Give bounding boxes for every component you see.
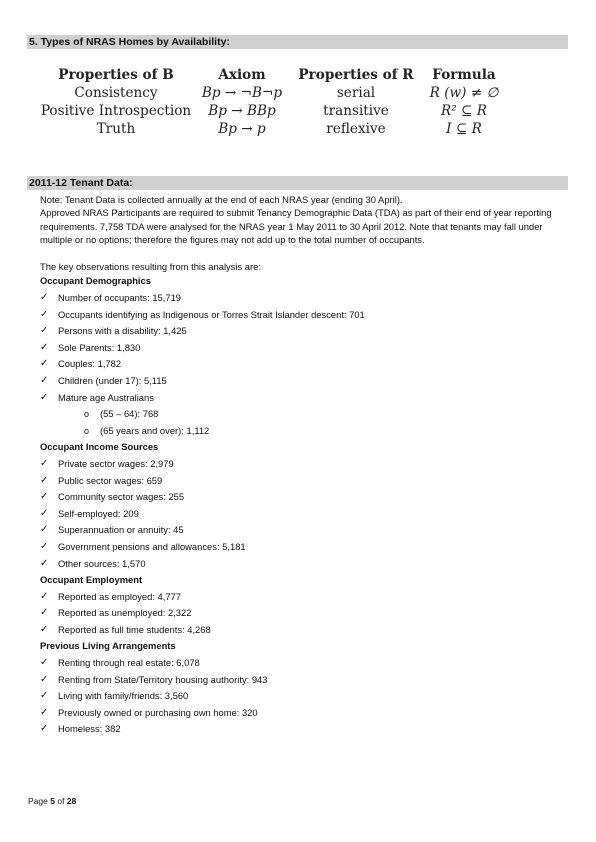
list-item	[40, 655, 560, 672]
list-item-text: Sole Parents: 1,830	[58, 341, 141, 353]
checkmark-icon: ✓	[40, 292, 49, 304]
list-item-text: Homeless: 382	[58, 723, 121, 735]
list-item-text: Community sector wages: 255	[58, 491, 185, 503]
tenant-data-body	[40, 193, 560, 738]
checkmark-icon: ✓	[40, 690, 49, 702]
list-item	[40, 721, 560, 738]
checkmark-icon: ✓	[40, 524, 49, 536]
sub-list-item-text: (65 years and over): 1,112	[100, 424, 210, 436]
checkmark-icon: ✓	[40, 657, 49, 669]
table-row	[36, 120, 504, 138]
checkmark-icon: ✓	[40, 507, 49, 519]
sub-list-item	[40, 423, 560, 440]
list-item-text: Self-employed: 209	[58, 507, 139, 519]
checkmark-icon: ✓	[40, 457, 49, 469]
page-number: 5	[50, 796, 55, 806]
table-cell: R² ⊆ R	[441, 103, 487, 119]
checkmark-icon: ✓	[40, 623, 49, 635]
table-cell: Truth	[96, 121, 136, 137]
checkmark-icon: ✓	[40, 491, 49, 503]
table-cell: R (w) ≠ ∅	[429, 85, 499, 101]
note-paragraph: Approved NRAS Participants are required to submit Tenancy Demographic Data (TDA) as part of their end of year reporting requirements. 7,758 TDA were analysed for the NRAS year 1 May 2011 to 30 April 2012. Note that tenants may fall under multiple or no options; therefore the figures may not add up to the total number of occupants.	[40, 207, 552, 246]
intro-text: The key observations resulting from this analysis are:	[40, 261, 261, 273]
table-row	[36, 102, 504, 120]
table-cell: reflexive	[326, 121, 386, 137]
list-item-text: Renting from State/Territory housing authority: 943	[58, 673, 268, 685]
list-item-text: Government pensions and allowances: 5,181	[58, 540, 246, 552]
table-cell: serial	[336, 85, 376, 101]
list-item	[40, 688, 560, 705]
table-cell: Positive Introspection	[40, 103, 192, 119]
list-item	[40, 390, 560, 407]
list-item	[40, 340, 560, 357]
list-item-text: Reported as employed: 4,777	[58, 590, 181, 602]
list-item	[40, 522, 560, 539]
list-item	[40, 473, 560, 490]
checkmark-icon: ✓	[40, 706, 49, 718]
table-header: Properties of R	[298, 67, 414, 83]
table-cell: Bp → BBp	[208, 103, 276, 119]
table-header-row	[36, 66, 504, 84]
section-heading-tenant-data: 2011-12 Tenant Data:	[27, 176, 568, 190]
list-item-text: Private sector wages: 2,979	[58, 457, 174, 469]
checkmark-icon: ✓	[40, 341, 49, 353]
list-item	[40, 323, 560, 340]
page-label: Page	[28, 796, 48, 806]
list-item	[40, 622, 560, 639]
note-line: Note: Tenant Data is collected annually at the end of each NRAS year (ending 30 April).	[40, 194, 403, 205]
list-item-text: Superannuation or annuity: 45	[58, 524, 184, 536]
list-item	[40, 539, 560, 556]
circle-bullet-icon: o	[84, 409, 90, 420]
list-item-text: Public sector wages: 659	[58, 474, 163, 486]
checkmark-icon: ✓	[40, 557, 49, 569]
checkmark-icon: ✓	[40, 673, 49, 685]
checkmark-icon: ✓	[40, 325, 49, 337]
list-item-text: Couples: 1,782	[58, 358, 122, 370]
list-item	[40, 605, 560, 622]
checkmark-icon: ✓	[40, 540, 49, 552]
list-item	[40, 307, 560, 324]
checkmark-icon: ✓	[40, 374, 49, 386]
list-item	[40, 456, 560, 473]
checkmark-icon: ✓	[40, 607, 49, 619]
table-header: Axiom	[218, 67, 266, 83]
checkmark-icon: ✓	[40, 723, 49, 735]
list-item	[40, 556, 560, 573]
list-item-text: Persons with a disability: 1,425	[58, 325, 187, 337]
list-item-text: Living with family/friends: 3,560	[58, 690, 189, 702]
table-row	[36, 84, 504, 102]
list-item	[40, 489, 560, 506]
group-heading: Occupant Demographics	[40, 275, 151, 287]
checkmark-icon: ✓	[40, 391, 49, 403]
table-cell: Bp → ¬B¬p	[201, 85, 283, 101]
table-header: Properties of B	[58, 67, 174, 83]
logic-properties-table	[36, 66, 504, 138]
list-item-text: Reported as full time students: 4,268	[58, 623, 211, 635]
list-item	[40, 589, 560, 606]
list-item-text: Children (under 17): 5,115	[58, 374, 167, 386]
list-item-text: Number of occupants: 15,719	[58, 292, 181, 304]
page-footer	[28, 796, 76, 806]
list-item-text: Previously owned or purchasing own home: 320	[58, 706, 258, 718]
checkmark-icon: ✓	[40, 358, 49, 370]
total-pages: 28	[66, 796, 77, 806]
list-item	[40, 373, 560, 390]
list-item-text: Other sources: 1,570	[58, 557, 146, 569]
list-item	[40, 705, 560, 722]
list-item	[40, 290, 560, 307]
table-cell: Consistency	[74, 85, 158, 101]
list-item	[40, 672, 560, 689]
section-heading-nras-homes: 5. Types of NRAS Homes by Availability:	[27, 35, 568, 49]
of-label: of	[57, 796, 65, 806]
list-item	[40, 506, 560, 523]
table-cell: Bp → p	[218, 121, 266, 137]
checkmark-icon: ✓	[40, 308, 49, 320]
observation-groups	[40, 273, 560, 738]
group-heading: Occupant Income Sources	[40, 441, 159, 453]
table-header: Formula	[432, 67, 496, 83]
circle-bullet-icon: o	[84, 425, 90, 436]
table-cell: I ⊆ R	[446, 121, 482, 137]
list-item-text: Mature age Australians	[58, 391, 154, 403]
group-heading: Occupant Employment	[40, 574, 143, 586]
table-cell: transitive	[323, 103, 389, 119]
list-item	[40, 356, 560, 373]
sub-list-item	[40, 406, 560, 423]
group-heading: Previous Living Arrangements	[40, 640, 176, 652]
list-item-text: Occupants identifying as Indigenous or Torres Strait Islander descent: 701	[58, 308, 365, 320]
checkmark-icon: ✓	[40, 590, 49, 602]
sub-list-item-text: (55 – 64): 768	[100, 408, 159, 420]
checkmark-icon: ✓	[40, 474, 49, 486]
list-item-text: Reported as unemployed: 2,322	[58, 607, 192, 619]
list-item-text: Renting through real estate: 6,078	[58, 657, 200, 669]
